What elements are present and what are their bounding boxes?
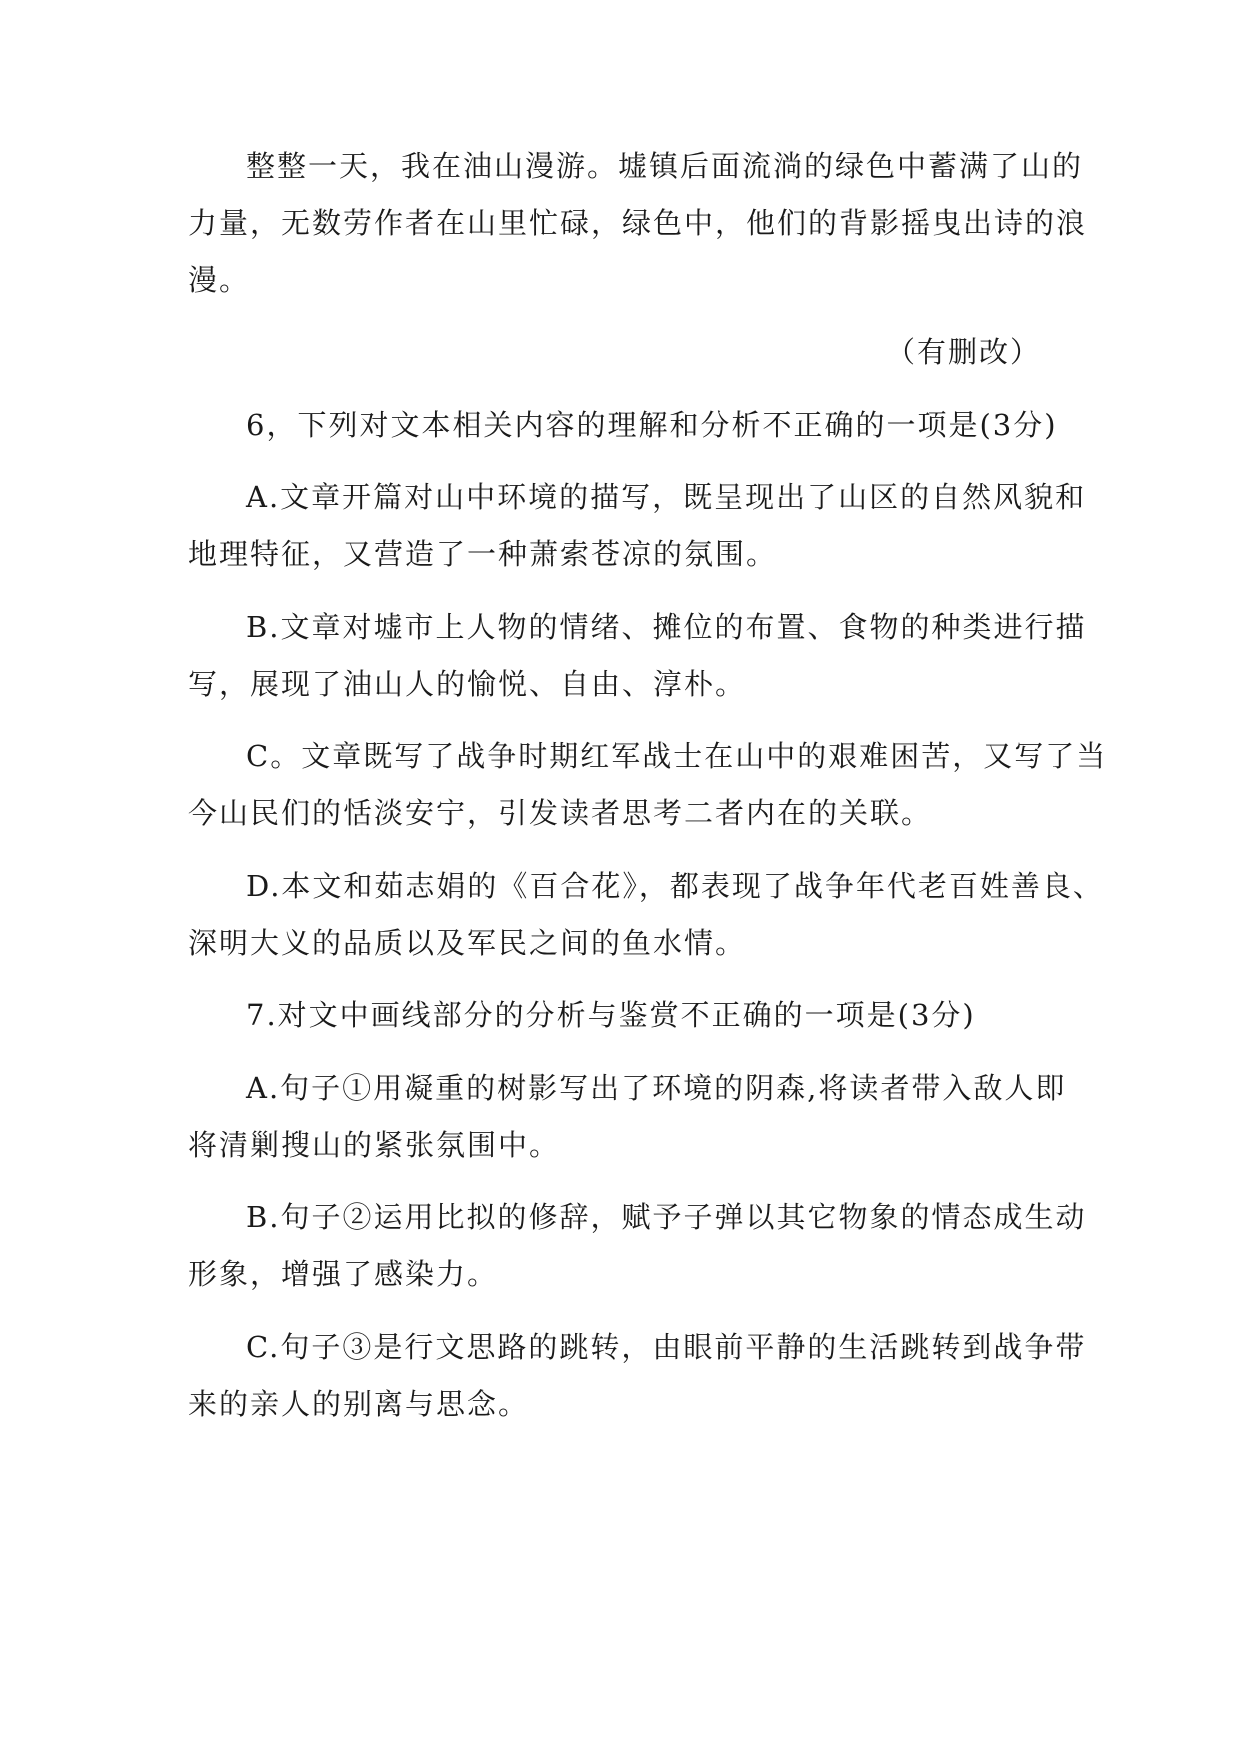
source-note: （有删改）	[885, 335, 1041, 369]
question-6-option-d-line-1: D.本文和茹志娟的《百合花》，都表现了战争年代老百姓善良、	[246, 869, 1104, 903]
question-7-option-a-line-2: 将清剿搜山的紧张氛围中。	[188, 1128, 561, 1162]
passage-line-1: 整整一天，我在油山漫游。墟镇后面流淌的绿色中蓄满了山的	[246, 149, 1084, 183]
question-7-option-a-line-1: A.句子①用凝重的树影写出了环境的阴森,将读者带入敌人即	[246, 1071, 1067, 1105]
question-7-option-b-line-1: B.句子②运用比拟的修辞，赋予子弹以其它物象的情态成生动	[246, 1200, 1087, 1234]
question-7-option-b-line-2: 形象，增强了感染力。	[188, 1257, 499, 1291]
question-6-option-b-line-1: B.文章对墟市上人物的情绪、摊位的布置、食物的种类进行描	[246, 610, 1087, 644]
question-6-option-c-line-2: 今山民们的恬淡安宁，引发读者思考二者内在的关联。	[188, 796, 933, 830]
question-6-option-d-line-2: 深明大义的品质以及军民之间的鱼水情。	[188, 926, 747, 960]
question-6-option-a-line-2: 地理特征，又营造了一种萧索苍凉的氛围。	[188, 537, 778, 571]
passage-line-2: 力量，无数劳作者在山里忙碌，绿色中，他们的背影摇曳出诗的浪	[188, 206, 1088, 240]
passage-line-3: 漫。	[188, 263, 251, 297]
question-7-option-c-line-2: 来的亲人的别离与思念。	[188, 1387, 530, 1421]
question-6-option-b-line-2: 写，展现了油山人的愉悦、自由、淳朴。	[188, 667, 747, 701]
question-6-option-a-line-1: A.文章开篇对山中环境的描写，既呈现出了山区的自然风貌和	[246, 480, 1087, 514]
question-7-option-c-line-1: C.句子③是行文思路的跳转，由眼前平静的生活跳转到战争带	[246, 1330, 1087, 1364]
question-6-option-c-line-1: C。文章既写了战争时期红军战士在山中的艰难困苦，又写了当	[246, 739, 1108, 773]
question-6-stem: 6，下列对文本相关内容的理解和分析不正确的一项是(3分)	[246, 408, 1058, 442]
question-7-stem: 7.对文中画线部分的分析与鉴赏不正确的一项是(3分)	[246, 998, 976, 1032]
